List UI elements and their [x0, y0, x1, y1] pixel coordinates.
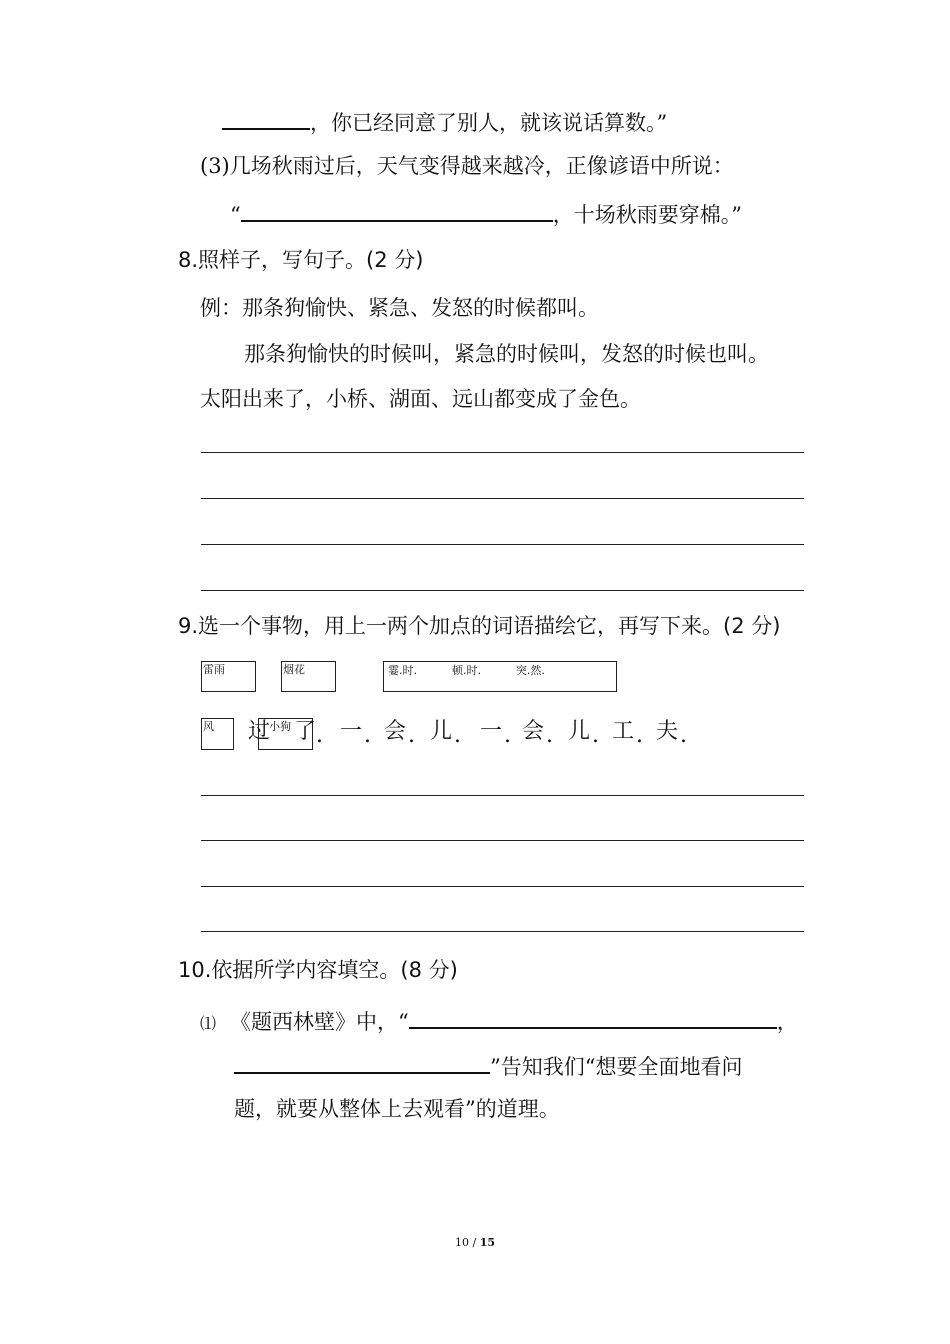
q10-part1-line1: [200, 1005, 798, 1038]
q7-line1: [222, 106, 667, 137]
q9-dot-8: .: [636, 723, 643, 748]
q9-box-xiaogou: 小狗: [258, 718, 313, 750]
q9-char-1: 过: [248, 719, 271, 744]
q9-char-5: 儿: [430, 719, 453, 744]
q10-part1-line3: 题，就要从整体上去观看”的道理。: [234, 1097, 560, 1121]
q7-open-quote: “: [230, 203, 241, 227]
q9-char-6: 一: [480, 719, 503, 744]
q10-part1-label: ⑴: [200, 1014, 217, 1033]
q8-task: 太阳出来了，小桥、湖面、远山都变成了金色。: [200, 387, 641, 411]
q9-dot-6: .: [546, 723, 553, 748]
q9-char-7: 会: [522, 719, 545, 744]
q10-blank-2[interactable]: [234, 1050, 490, 1074]
q9-dot-2: .: [364, 723, 371, 748]
q8-answer-line-4[interactable]: [201, 590, 804, 591]
q7-part3-answer-line: [230, 198, 742, 229]
q9-dot-3: .: [408, 723, 415, 748]
q9-dotted-phrase-row: [0, 718, 950, 758]
q10-title: [178, 956, 458, 984]
q9-answer-line-4[interactable]: [201, 931, 804, 932]
page-total: 15: [479, 1236, 495, 1249]
q9-char-8: 儿: [568, 719, 591, 744]
q9-answer-line-3[interactable]: [201, 886, 804, 887]
q9-answer-line-2[interactable]: [201, 840, 804, 841]
page-number: [0, 1236, 950, 1249]
q8-answer-line-2[interactable]: [201, 498, 804, 499]
q7-blank-2[interactable]: [241, 198, 553, 222]
q9-char-9: 工: [612, 719, 635, 744]
q9-answer-line-1[interactable]: [201, 795, 804, 796]
q10-blank-1[interactable]: [409, 1005, 777, 1029]
page-separator: /: [468, 1236, 480, 1249]
q8-example-answer: 那条狗愉快的时候叫，紧急的时候叫，发怒的时候也叫。: [244, 342, 769, 366]
page-current: 10: [454, 1236, 469, 1249]
q9-box-words: [383, 661, 617, 692]
q9-dot-4: .: [454, 723, 461, 748]
q9-box-feng: 风: [201, 718, 234, 750]
q10-part1-line2: [234, 1050, 742, 1081]
q7-blank-1[interactable]: [222, 106, 310, 130]
q9-char-10: 夫: [656, 719, 679, 744]
q9-title: 9.选一个事物，用上一两个加点的词语描绘它，再写下来。(2 分): [178, 614, 781, 638]
q10-part1-line2-tail: ”告知我们“想要全面地看问: [490, 1055, 743, 1079]
q7-part3: (3)几场秋雨过后，天气变得越来越冷，正像谚语中所说：: [200, 154, 734, 178]
q10-part1-comma: ，: [776, 1010, 798, 1034]
q9-char-3: 一: [340, 719, 363, 744]
q8-title: 8.照样子，写句子。(2 分): [178, 248, 424, 272]
q9-dot-5: .: [504, 723, 511, 748]
q8-example: 例：那条狗愉快、紧急、发怒的时候都叫。: [200, 296, 599, 320]
q7-part3-tail: ，十场秋雨要穿棉。”: [552, 203, 742, 227]
q8-answer-line-3[interactable]: [201, 544, 804, 545]
q7-line1-text: ，你已经同意了别人，就该说话算数。”: [310, 111, 668, 135]
q9-char-4: 会: [384, 719, 407, 744]
q9-dotted-words: 霎.时. 顿.时. 突.然.: [388, 664, 545, 677]
q9-dot-1: .: [316, 723, 323, 748]
q9-dot-7: .: [592, 723, 599, 748]
q9-box-yanhua: 烟花: [281, 661, 336, 692]
q9-char-2: 了: [294, 719, 317, 744]
q9-dot-9: .: [680, 723, 687, 748]
q10-title-text: 10.依据所学内容填空。(8 分): [178, 958, 458, 982]
q8-answer-line-1[interactable]: [201, 452, 804, 453]
q10-part1-text: 《题西林壁》中，“: [230, 1010, 409, 1034]
q9-box-leiyu: 雷雨: [201, 661, 256, 692]
